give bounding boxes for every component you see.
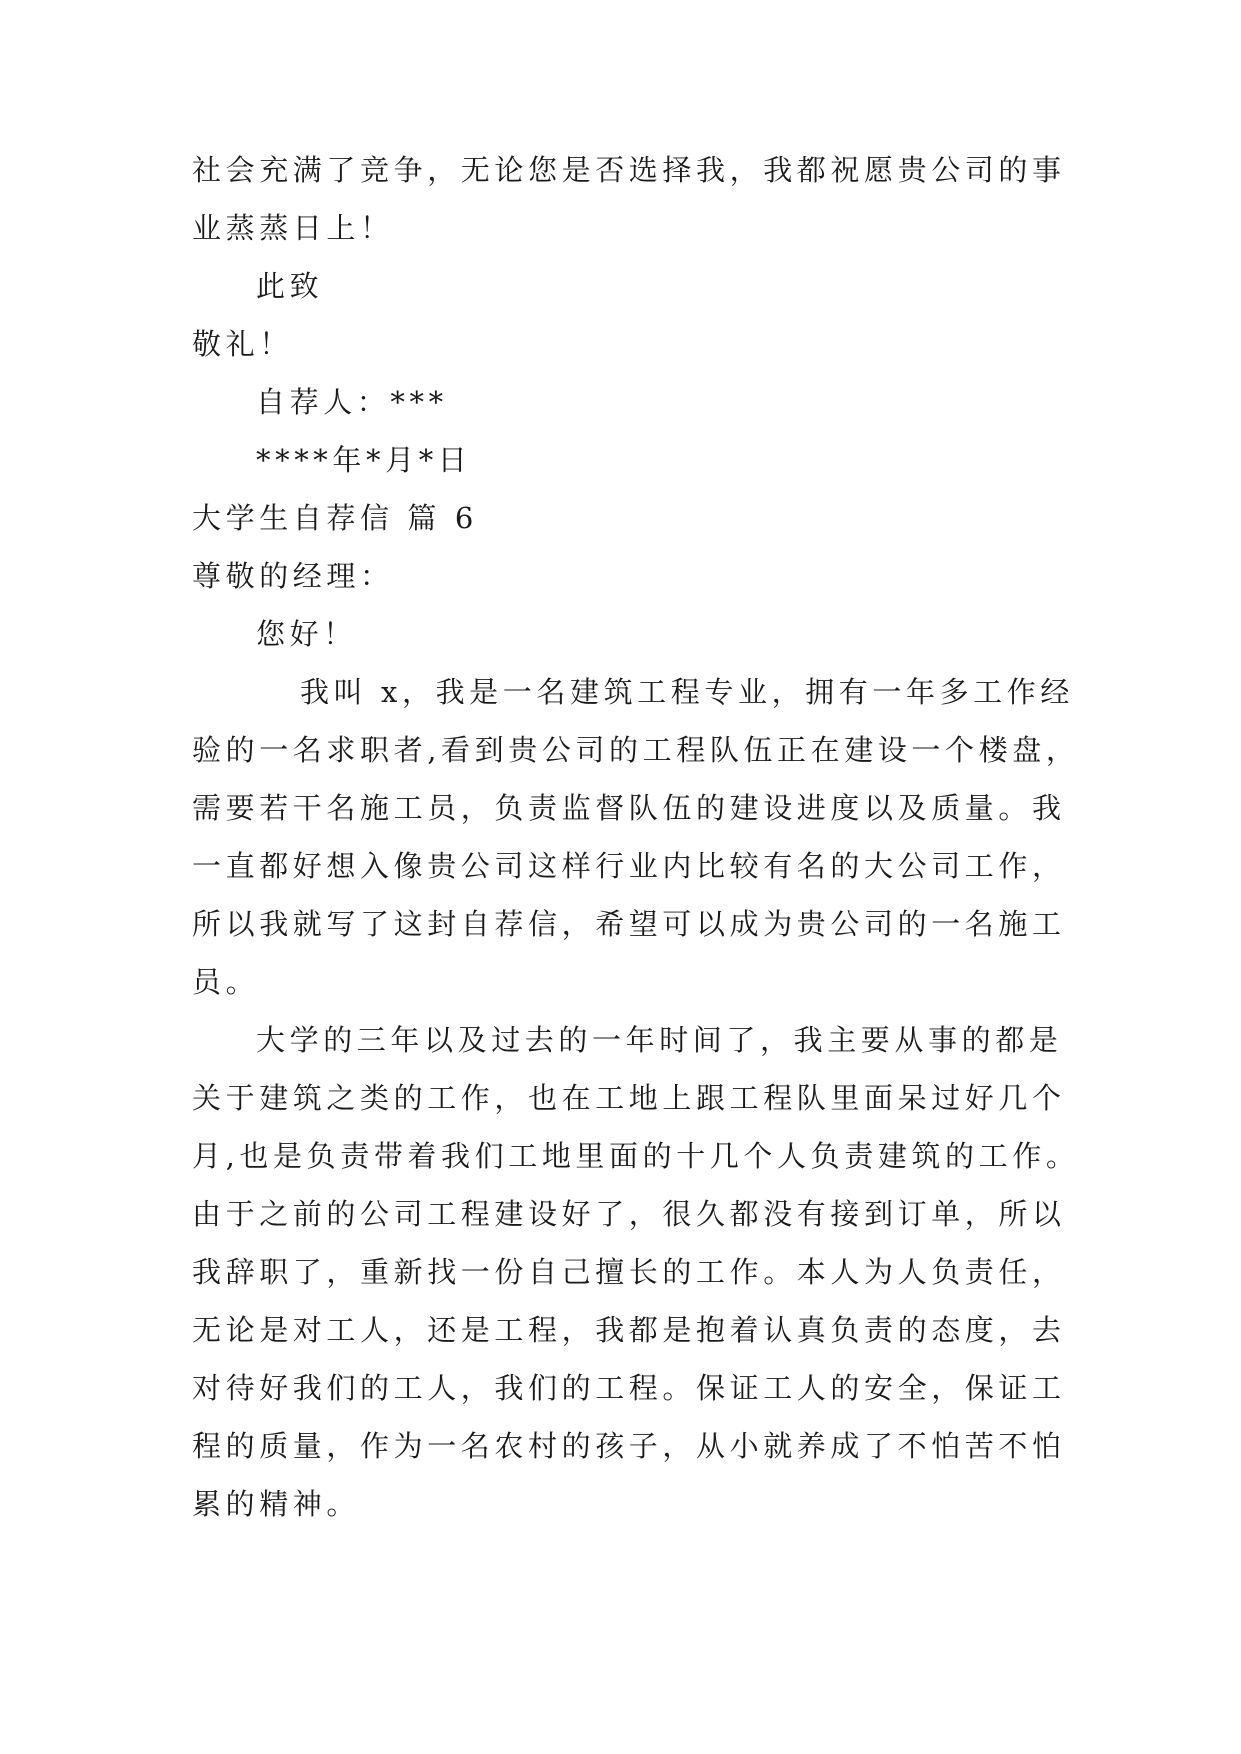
body-text-line: 所以我就写了这封自荐信，希望可以成为贵公司的一名施工: [192, 907, 1066, 941]
body-text-line: 无论是对工人，还是工程，我都是抱着认真负责的态度，去: [192, 1313, 1066, 1347]
body-text-line: 我辞职了，重新找一份自己擅长的工作。本人为人负责任，: [192, 1255, 1066, 1289]
body-text-line: 关于建筑之类的工作，也在工地上跟工程队里面呆过好几个: [192, 1081, 1066, 1115]
closing-regards: 敬礼！: [192, 327, 293, 361]
signature-name: 自荐人：***: [256, 385, 448, 419]
section-heading: 大学生自荐信 篇 6: [192, 501, 478, 535]
body-text-line: 验的一名求职者,看到贵公司的工程队伍正在建设一个楼盘，: [192, 733, 1080, 767]
body-text-line: 我叫 x，我是一名建筑工程专业，拥有一年多工作经: [300, 675, 1074, 709]
closing-salutation: 此致: [256, 269, 324, 303]
body-text-line: 员。: [192, 965, 260, 999]
body-text-line: 业蒸蒸日上！: [192, 211, 394, 245]
body-text-line: 社会充满了竞争，无论您是否选择我，我都祝愿贵公司的事: [192, 153, 1066, 187]
body-text-line: 需要若干名施工员，负责监督队伍的建设进度以及质量。我: [192, 791, 1066, 825]
letter-salutation: 尊敬的经理：: [192, 559, 394, 593]
body-text-line: 由于之前的公司工程建设好了，很久都没有接到订单，所以: [192, 1197, 1066, 1231]
body-text-line: 月,也是负责带着我们工地里面的十几个人负责建筑的工作。: [192, 1139, 1080, 1173]
body-text-line: 一直都好想入像贵公司这样行业内比较有名的大公司工作，: [192, 849, 1066, 883]
body-text-line: 程的质量，作为一名农村的孩子，从小就养成了不怕苦不怕: [192, 1429, 1066, 1463]
body-text-line: 大学的三年以及过去的一年时间了，我主要从事的都是: [256, 1023, 1063, 1057]
body-text-line: 对待好我们的工人，我们的工程。保证工人的安全，保证工: [192, 1371, 1066, 1405]
letter-greeting: 您好！: [256, 617, 357, 651]
body-text-line: 累的精神。: [192, 1487, 361, 1521]
signature-date: ****年*月*日: [256, 443, 472, 477]
